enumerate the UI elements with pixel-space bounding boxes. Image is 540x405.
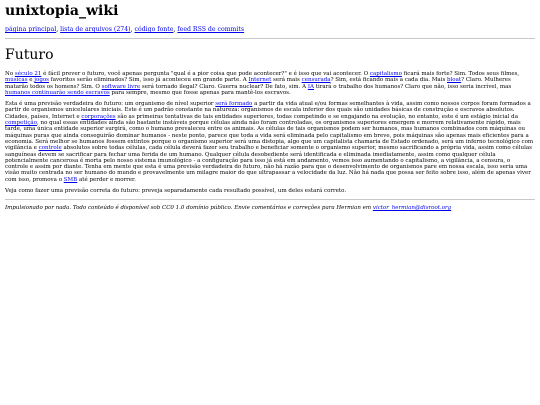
footer [5, 205, 535, 212]
divider [5, 38, 535, 39]
nav-files-link[interactable]: lista de arquivos (274) [60, 26, 131, 33]
inline-link[interactable]: jogos [34, 77, 49, 84]
paragraph [5, 101, 535, 183]
divider [5, 199, 535, 200]
inline-link[interactable]: humanos continuarão sendo escravos [5, 89, 110, 96]
text-run: será mais [271, 77, 302, 84]
inline-link[interactable]: controle [38, 145, 62, 152]
inline-link[interactable]: será formado [215, 101, 253, 108]
text-run: ? Sim, está ficando mais a cada dia. Mais [330, 77, 448, 84]
article-title: Futuro [5, 47, 54, 63]
inline-link[interactable]: SMB [63, 176, 78, 183]
footer-text: Impulsionado por nada. Todo conteúdo é disponível sob CC0 1.0 domínio público. Envie comentários e correções para Hermian em [5, 205, 373, 212]
text-run: até perder e morrer. [77, 176, 136, 183]
text-run: será tornado ilegal? Claro. Guerra nuclear? De fato, sim. A [140, 83, 308, 90]
text-run: Esta é uma previsão verdadeira do futuro: um organismo de nível superior [5, 101, 216, 108]
text-run: são as primeiras tentativas de tais entidades superiores, todas competindo e se engajando na evolução, no entanto, este é um estágio inicial da [115, 113, 518, 120]
text-run: é fácil prever o futuro, você apenas pergunta "qual é a pior coisa que pode acontecer?" e é isso que vai acontecer. O [41, 71, 370, 77]
text-run: ? Claro. Mulheres matarão todos os homens? Sim. O [5, 77, 511, 90]
text-run: absolutos sobre todas células, cada célula deverá fazer seu trabalho e beneficiar somente o organismo superior, mesmo sacrificando a própria vida, assim como células sanguíneas devem se sacrificar para fechar uma ferida de um humano. Qualquer célula desobediente será identificada e eliminada imediatamente, assim como qualquer célula potencialmente cancerosa é morta pelo nosso sistema imunológico - a configuração para isso já está em andamento, vemos isso aumentando o capitalismo, a vigilância, a censura, o controle e assim por diante. Tenha em mente que esta é uma previsão verdadeira do futuro, não há razão para que o desenvolvimento de organismos pare em nossa escala, isso seria uma visão muito centrada no ser humano do mundo e provavelmente um milagre maior do que ultrapassar a velocidade da luz. Não há nada que possa ser feito sobre isso, além de apenas viver com isso, promova o [5, 145, 532, 183]
nav-separator: , [130, 26, 135, 33]
inline-link[interactable]: corporações [81, 113, 116, 120]
inline-link[interactable]: censurada [301, 77, 331, 84]
site-title: unixtopia_wiki [5, 3, 119, 19]
text-run: e [27, 77, 35, 84]
text-run: tirará o trabalho dos humanos? Claro que não, isso seria incrível, mas [313, 83, 512, 90]
nav-rss-link[interactable]: feed RSS de commits [177, 26, 245, 33]
inline-link[interactable]: século 21 [14, 71, 42, 77]
inline-link[interactable]: músicas [5, 77, 28, 84]
inline-link[interactable]: IA [307, 83, 314, 90]
top-nav [5, 26, 535, 34]
text-run: a partir da vida atual e/ou formas semelhantes à vida, assim como nossos corpos foram formados a partir de organismos unicelulares iniciais. Este é um padrão constante na natureza: organismos de escala inferior dos quais são unidades básicas de construção e escravos absolutos. Cidades, países, Internet e [5, 101, 531, 120]
text-run: favoritos serão eliminados? Sim, isso já aconteceu em grande parte. A [48, 77, 249, 84]
nav-separator: , [56, 26, 61, 33]
nav-home-link[interactable]: página principal [5, 26, 57, 33]
inline-link[interactable]: bloat [447, 77, 462, 84]
text-run: Veja como fazer uma previsão correta do futuro: preveja separadamente cada resultado possível, um deles estará correto. [5, 188, 347, 195]
inline-link[interactable]: software livre [101, 83, 141, 90]
nav-source-link[interactable]: código fonte [134, 26, 174, 33]
inline-link[interactable]: capitalismo [369, 71, 402, 77]
text-run: ficará mais forte? Sim. Todos seus filmes, [401, 71, 520, 77]
paragraph [5, 188, 535, 194]
text-run: , no qual essas entidades ainda são bastante instáveis porque células ainda não foram controladas, os organismos superiores emergem e morrem relativamente rápido, mais tarde, uma única entidade superior surgirá, como o humano prevaleceu entre os animais. As células de tais organismos podem ser humanos, mas humanos combinados com máquinas ou máquinas puras que ainda conseguirão dominar humanos - neste ponto, parece que toda a vida será eliminada pelo capitalismo em breve, pois máquinas são apenas mais eficientes para a economia. Será melhor se humanos fossem extintos porque o organismo superior será uma distopia, algo que um capitalista chamaria de Estado ordenado, será um inferno tecnológico com vigilância e [5, 120, 534, 152]
nav-separator: , [173, 26, 178, 33]
footer-email-link[interactable]: victor_hermian@disroot.org [372, 205, 452, 212]
text-run: para sempre, mesmo que fosse apenas para mantê-los escravos. [109, 89, 291, 96]
paragraph [5, 71, 535, 96]
inline-link[interactable]: Internet [248, 77, 272, 84]
text-run: No [5, 71, 15, 77]
inline-link[interactable]: competição [5, 120, 38, 127]
